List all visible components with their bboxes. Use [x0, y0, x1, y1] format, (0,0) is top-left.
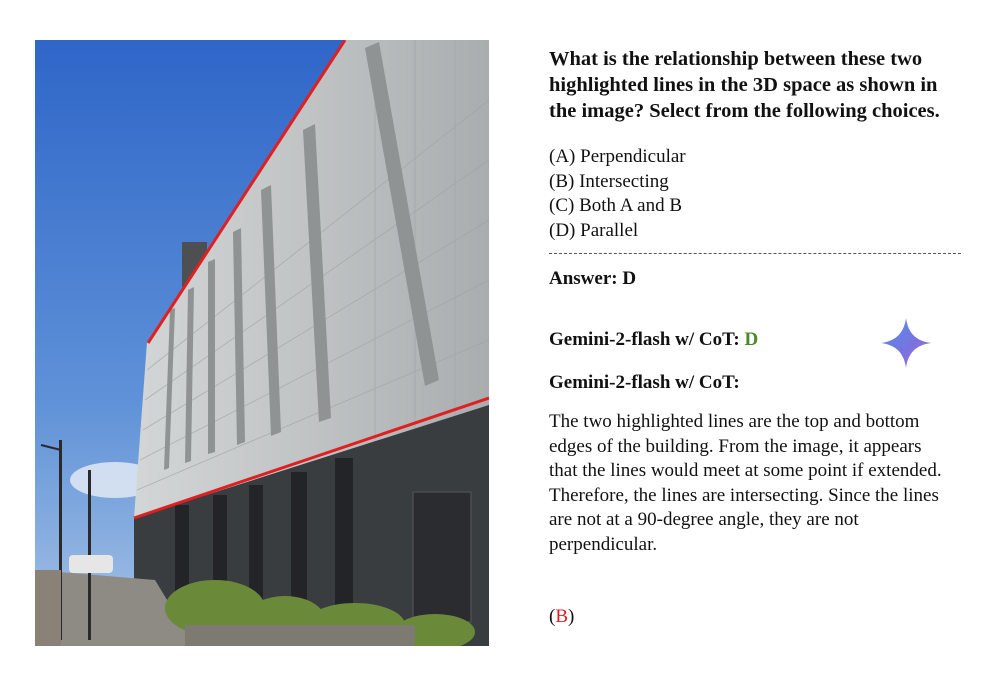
choice-list [549, 145, 686, 243]
choice-b: (B) Intersecting [549, 170, 669, 192]
model-answer-value: D [744, 329, 759, 350]
choice-a: (A) Perpendicular [549, 146, 686, 167]
reasoning-paragraph: Therefore, the lines are intersecting. Since the lines are not at a 90-degree angle, they are not perpendicular. [549, 484, 939, 555]
choice-c: (C) Both A and B [549, 195, 683, 216]
building-photo-svg [35, 40, 489, 646]
model-reasoning-heading: Gemini-2-flash w/ CoT: [549, 372, 740, 393]
model-answer-label: Gemini-2-flash w/ CoT: [549, 329, 745, 350]
final-answer-open: ( [549, 606, 556, 627]
model-final-answer [549, 606, 574, 628]
choice-d: (D) Parallel [549, 219, 639, 241]
question-text: What is the relationship between these two highlighted lines in the 3D space as shown in the image? Select from the following choices. [549, 48, 940, 122]
dashed-divider [549, 253, 961, 254]
final-answer-letter: B [555, 606, 569, 627]
model-answer [549, 329, 758, 351]
gemini-sparkle-icon [881, 318, 931, 368]
reasoning-paragraph: The two highlighted lines are the top and bottom edges of the building. From the image, it appears that the lines would meet at some point if extended. [549, 411, 942, 481]
model-reasoning [549, 410, 944, 557]
building-photo [35, 40, 489, 646]
final-answer-close: ) [568, 606, 575, 627]
correct-answer: Answer: D [549, 268, 637, 289]
